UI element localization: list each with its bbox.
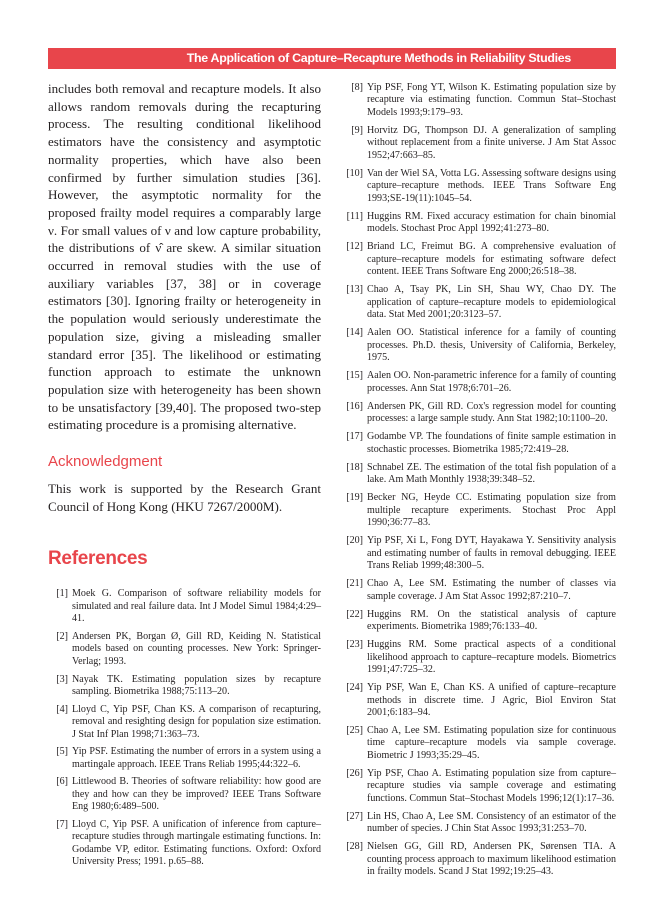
reference-text: Van der Wiel SA, Votta LG. Assessing software designs using capture–recapture methods. IEEE Trans Software Eng 1993;SE-19(11):1045–54. — [367, 167, 616, 204]
running-header-title: The Application of Capture–Recapture Methods in Reliability Studies — [186, 51, 571, 65]
reference-number: [4] — [56, 703, 68, 715]
reference-item — [48, 776, 321, 813]
reference-item — [343, 82, 616, 119]
reference-number: [11] — [346, 210, 363, 222]
reference-text: Chao A, Lee SM. Estimating population size for continuous time capture–recapture models via sample coverage. Biometric J 1993;35:29–45. — [367, 725, 616, 761]
reference-text: Nayak TK. Estimating population sizes by recapture sampling. Biometrika 1988;75:113–20. — [72, 673, 321, 698]
reference-item — [343, 535, 616, 572]
running-header — [48, 48, 658, 69]
reference-item — [48, 704, 321, 741]
reference-text: Yip PSF, Fong YT, Wilson K. Estimating population size by recapture via estimating function. Commun Stat–Stochast Models 1993;9:179–93. — [367, 82, 616, 118]
reference-item — [343, 241, 616, 278]
reference-item — [343, 768, 616, 805]
reference-list-right — [343, 82, 616, 879]
reference-number: [15] — [346, 370, 363, 382]
reference-item — [343, 609, 616, 634]
reference-text: Lloyd C, Yip PSF. A unification of inference from capture–recapture studies through martingale estimating functions. In: Godambe VP, editor. Estimating functions. Oxford: Oxford University Press; 1991. p.65–88. — [72, 818, 321, 868]
reference-item — [343, 811, 616, 836]
page-number: 509 — [636, 51, 658, 65]
reference-number: [23] — [346, 639, 363, 651]
reference-text: Briand LC, Freimut BG. A comprehensive evaluation of capture–recapture models for estimating software defect content. IEEE Trans Software Eng 2000;26:518–38. — [367, 241, 616, 278]
reference-item — [343, 462, 616, 487]
reference-text: Godambe VP. The foundations of finite sample estimation in stochastic processes. Biometrika 1985;72:419–28. — [367, 431, 616, 455]
reference-text: Aalen OO. Non-parametric inference for a family of counting processes. Ann Stat 1978;6:701–26. — [367, 370, 616, 394]
reference-text: Chao A, Lee SM. Estimating the number of classes via sample coverage. J Am Stat Assoc 1992;87:210–7. — [367, 578, 616, 602]
reference-number: [19] — [346, 492, 363, 504]
reference-number: [21] — [346, 578, 363, 590]
reference-text: Littlewood B. Theories of software reliability: how good are they and how can they be improved? IEEE Trans Software Eng 1980;6:489–500. — [72, 776, 321, 813]
reference-text: Huggins RM. Some practical aspects of a conditional likelihood approach to capture–recapture models. Biometrics 1991;47:725–32. — [367, 639, 616, 676]
reference-number: [28] — [346, 841, 363, 853]
reference-item — [343, 639, 616, 676]
reference-item — [343, 492, 616, 529]
reference-item — [48, 674, 321, 699]
reference-number: [20] — [346, 535, 363, 547]
body-paragraph: includes both removal and recapture models. It also allows random removals during the recapturing process. The resulting conditional likelihood estimators have the consistency and asymptotic normality properties, which have also been confirmed by further simulation studies [36]. However, the asymptotic normality for the proposed frailty model requires a comparably large ν. For small values of ν and low capture probability, the distributions of ν̂ are skew. A similar situation occurred in removal studies with the use of auxiliary variables [37, 38] or in coverage estimators [30]. Ignoring frailty or heterogeneity in the population would seriously underestimate the population size, giving a misleading smaller standard error [35]. The likelihood or estimating function approach to estimate the unknown population size with heterogeneity has been shown to be unsatisfactory [39,40]. The proposed two-step estimating procedure is a promising alternative. — [48, 81, 321, 433]
reference-text: Lin HS, Chao A, Lee SM. Consistency of an estimator of the number of species. J Chin Stat Assoc 1993;31:253–70. — [367, 810, 616, 835]
reference-text: Lloyd C, Yip PSF, Chan KS. A comparison of recapturing, removal and resighting design for population size estimation. J Stat Inf Plan 1998;71:363–73. — [72, 703, 321, 740]
left-column — [48, 80, 321, 869]
reference-number: [14] — [346, 327, 363, 339]
reference-item — [48, 631, 321, 668]
reference-item — [48, 588, 321, 625]
reference-number: [5] — [56, 746, 68, 758]
reference-number: [12] — [346, 241, 363, 253]
reference-item — [48, 819, 321, 869]
reference-text: Schnabel ZE. The estimation of the total fish population of a lake. Am Math Monthly 1938;39:348–52. — [367, 461, 616, 486]
reference-number: [8] — [351, 82, 363, 93]
reference-text: Yip PSF, Xi L, Fong DYT, Hayakawa Y. Sensitivity analysis and estimating number of faults in removal debugging. IEEE Trans Reliab 1999;48:300–5. — [367, 535, 616, 572]
reference-text: Chao A, Tsay PK, Lin SH, Shau WY, Chao DY. The application of capture–recapture models to epidemiological data. Stat Med 2001;20:3123–57. — [367, 284, 616, 321]
acknowledgment-heading: Acknowledgment — [48, 453, 163, 471]
reference-item — [343, 682, 616, 719]
reference-number: [3] — [56, 673, 68, 685]
reference-item — [343, 211, 616, 236]
reference-number: [10] — [346, 167, 363, 179]
reference-number: [1] — [56, 588, 68, 600]
reference-item — [343, 401, 616, 426]
reference-item — [48, 746, 321, 771]
reference-number: [22] — [346, 608, 363, 620]
reference-item — [343, 327, 616, 364]
reference-number: [17] — [346, 431, 363, 443]
references-heading: References — [48, 548, 148, 570]
reference-text: Nielsen GG, Gill RD, Andersen PK, Sørensen TIA. A counting process approach to maximum likelihood estimation in frailty models. Scand J Stat 1992;19:25–43. — [367, 841, 616, 878]
reference-number: [18] — [346, 461, 363, 473]
reference-text: Becker NG, Heyde CC. Estimating population size from multiple recapture experiments. Stochast Proc Appl 1990;36:77–83. — [367, 492, 616, 529]
reference-item — [343, 431, 616, 456]
right-column — [343, 82, 616, 879]
reference-item — [343, 168, 616, 205]
reference-number: [16] — [346, 400, 363, 412]
reference-list-left — [48, 588, 321, 868]
reference-text: Horvitz DG, Thompson DJ. A generalization of sampling without replacement from a finite universe. J Am Stat Assoc 1952;47:663–85. — [367, 124, 616, 161]
reference-number: [25] — [346, 725, 363, 737]
reference-number: [7] — [56, 818, 68, 830]
reference-number: [24] — [346, 682, 363, 694]
reference-number: [2] — [56, 631, 68, 643]
reference-text: Huggins RM. On the statistical analysis of capture experiments. Biometrika 1989;76:133–40. — [367, 608, 616, 633]
reference-text: Aalen OO. Statistical inference for a family of counting processes. Ph.D. thesis, University of California, Berkeley, 1975. — [367, 327, 616, 364]
reference-item — [343, 284, 616, 321]
reference-number: [13] — [346, 284, 363, 296]
reference-text: Andersen PK, Borgan Ø, Gill RD, Keiding N. Statistical models based on counting processes. New York: Springer-Verlag; 1993. — [72, 631, 321, 667]
reference-text: Moek G. Comparison of software reliability models for simulated and real failure data. Int J Model Simul 1984;4:29–41. — [72, 588, 321, 625]
reference-text: Yip PSF. Estimating the number of errors in a system using a martingale approach. IEEE Trans Reliab 1995;44:322–6. — [72, 746, 321, 770]
reference-number: [27] — [346, 810, 363, 822]
reference-item — [343, 725, 616, 762]
reference-text: Huggins RM. Fixed accuracy estimation for chain binomial models. Stochast Proc Appl 1992;41:273–80. — [367, 210, 616, 235]
reference-text: Yip PSF, Wan E, Chan KS. A unified of capture–recapture methods in discrete time. J Agric, Biol Environ Stat 2001;6:183–94. — [367, 682, 616, 718]
acknowledgment-text: This work is supported by the Research Grant Council of Hong Kong (HKU 7267/2000M). — [48, 481, 321, 514]
reference-item — [343, 841, 616, 878]
reference-item — [343, 125, 616, 162]
reference-text: Yip PSF, Chao A. Estimating population size from capture–recapture studies via sample coverage and estimating functions. Commun Stat–Stochast Models 1996;12(1):17–36. — [367, 767, 616, 804]
reference-item — [343, 370, 616, 395]
reference-text: Andersen PK, Gill RD. Cox's regression model for counting processes: a large sample study. Ann Stat 1982;10:1100–20. — [367, 400, 616, 425]
reference-number: [26] — [346, 767, 363, 779]
reference-item — [343, 578, 616, 603]
reference-number: [6] — [56, 776, 68, 788]
reference-number: [9] — [351, 124, 363, 136]
